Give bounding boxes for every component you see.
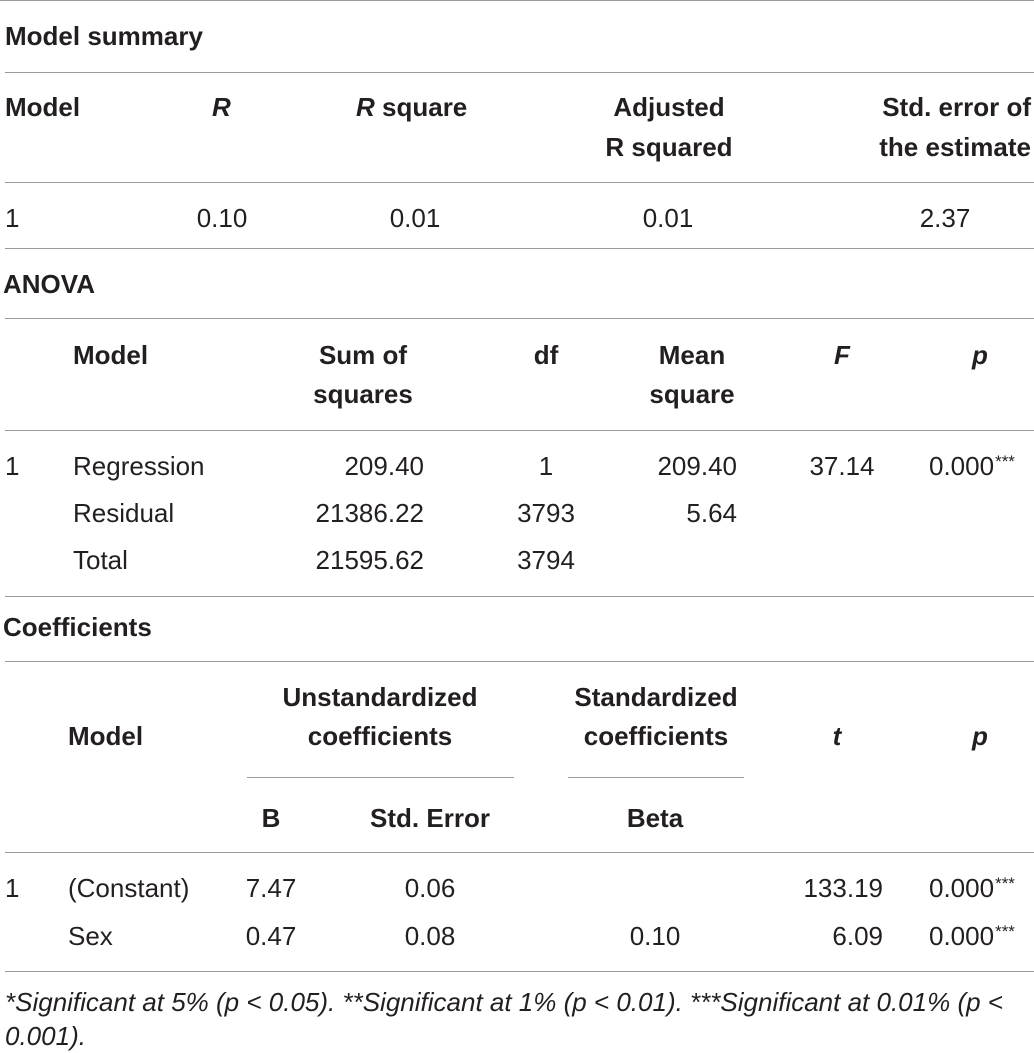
rule-unstd-span [247,777,514,778]
coef-row-constant-se: 0.06 [404,873,456,903]
anova-row-regression-p-value: 0.000 [929,451,995,481]
coef-row-sex-se: 0.08 [404,921,456,951]
ms-header-r-square-rest: square [374,92,468,122]
coef-row-sex-term: Sex [68,921,113,951]
rule-coefficients-end [5,971,1034,972]
anova-row-residual-df: 3793 [517,498,575,528]
anova-model-number: 1 [5,451,20,481]
anova-header-ms-line1: Mean [658,340,726,370]
rule-top [0,0,1034,1]
anova-row-residual-ss: 21386.22 [315,498,424,528]
coef-row-constant-t: 133.19 [803,873,883,903]
anova-row-regression-ms: 209.40 [657,451,737,481]
anova-row-total-df: 3794 [517,545,575,575]
ms-cell-se: 2.37 [919,203,971,233]
coef-header-t: t [832,721,842,751]
anova-header-f: F [834,340,850,370]
anova-header-ss-line2: squares [313,379,413,409]
anova-row-regression-df: 1 [538,451,554,481]
anova-row-residual-source: Residual [73,498,175,528]
anova-header-p: p [972,340,988,370]
coef-header-unstd-line1: Unstandardized [282,682,478,712]
anova-header-df: df [533,340,559,370]
coef-row-sex-p-value: 0.000 [929,921,995,951]
rule-model-summary-title [5,72,1034,73]
coef-row-constant-p [929,869,1015,911]
coef-row-constant-p-value: 0.000 [929,873,995,903]
rule-model-summary-header [5,182,1034,183]
anova-row-regression-source: Regression [73,451,205,481]
ms-header-se-line2: the estimate [879,132,1031,162]
coef-model-number: 1 [5,873,20,903]
coef-row-sex-p [929,917,1015,959]
coef-row-constant-b: 7.47 [245,873,297,903]
coef-header-b: B [261,803,281,833]
coef-row-sex-significance: *** [995,922,1015,941]
rule-model-summary-end [5,248,1034,249]
coef-row-constant-term: (Constant) [68,873,190,903]
coef-row-constant-significance: *** [995,874,1015,893]
anova-header-ms-line2: square [649,379,735,409]
coef-header-beta: Beta [626,803,684,833]
rule-coefficients-title [5,661,1034,662]
ms-header-se-line1: Std. error of [882,92,1031,122]
coef-row-sex-t: 6.09 [832,921,883,951]
rule-anova-end [5,596,1034,597]
anova-header-model: Model [73,340,149,370]
coef-header-std-line1: Standardized [574,682,738,712]
anova-row-regression-f: 37.14 [809,451,875,481]
coef-row-sex-beta: 0.10 [629,921,681,951]
ms-header-r-square [356,88,467,127]
coef-header-model: Model [68,721,144,751]
ms-cell-r-square: 0.01 [389,203,441,233]
ms-cell-adjusted: 0.01 [642,203,694,233]
anova-header-ss-line1: Sum of [318,340,408,370]
coefficients-title: Coefficients [3,612,152,642]
coef-header-std-line2: coefficients [583,721,729,751]
anova-row-regression-p [929,447,1015,489]
coef-header-unstd-line2: coefficients [307,721,453,751]
ms-header-r-square-italic: R [356,92,375,122]
anova-row-residual-ms: 5.64 [686,498,737,528]
footnote: *Significant at 5% (p < 0.05). **Significant at 1% (p < 0.01). ***Significant at 0.01% (p < 0.001). [5,987,1003,1051]
ms-header-r: R [212,92,231,122]
coef-header-std-error: Std. Error [370,803,490,833]
ms-header-adjusted-line1: Adjusted [613,92,725,122]
anova-row-regression-ss: 209.40 [344,451,424,481]
rule-anova-header [5,430,1034,431]
coef-row-sex-b: 0.47 [245,921,297,951]
ms-cell-r: 0.10 [196,203,248,233]
anova-row-total-ss: 21595.62 [315,545,424,575]
coef-header-p: p [972,721,988,751]
anova-row-regression-significance: *** [995,452,1015,471]
rule-std-span [568,777,744,778]
rule-anova-title [5,318,1034,319]
ms-header-adjusted-line2: R squared [605,132,733,162]
anova-row-total-source: Total [73,545,128,575]
rule-coefficients-header [5,852,1034,853]
model-summary-title: Model summary [5,21,203,51]
ms-header-model: Model [5,92,81,122]
ms-cell-model: 1 [5,203,20,233]
anova-title: ANOVA [3,269,95,299]
